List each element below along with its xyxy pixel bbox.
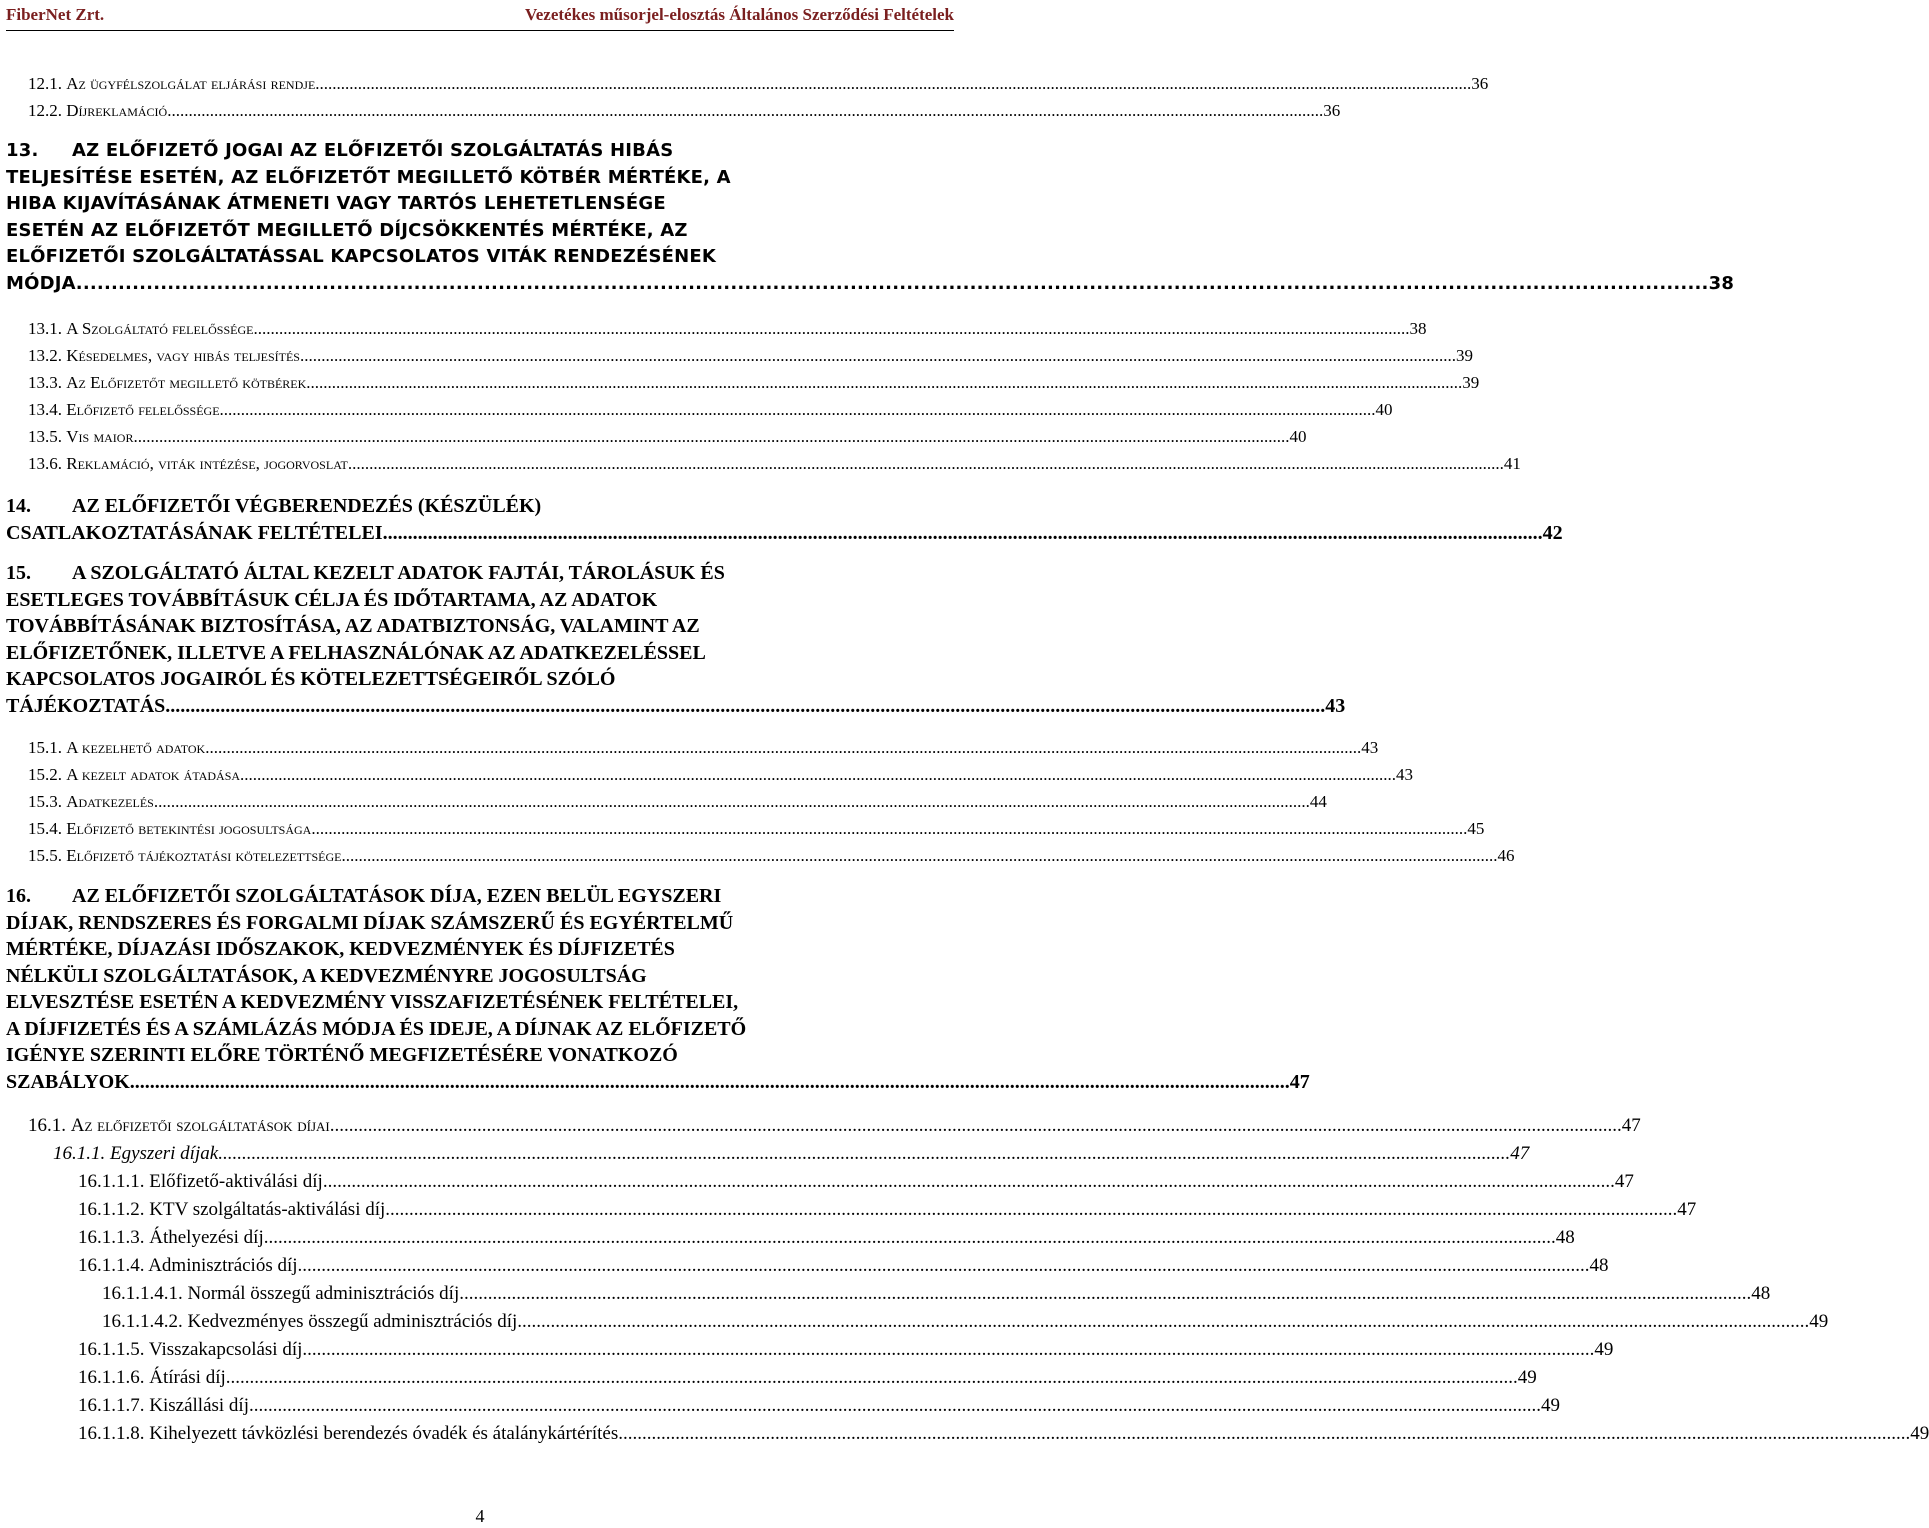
dot-leader	[253, 319, 1409, 339]
toc-entry-number: 16.1.1.4.2.	[102, 1311, 183, 1332]
dot-leader	[205, 738, 1361, 758]
company-name: FiberNet Zrt.	[6, 5, 105, 24]
toc-entry-number: 13.6.	[28, 454, 62, 473]
toc-entry-label: Adatkezelés	[66, 792, 154, 811]
toc-entry-page: 49	[1809, 1311, 1829, 1332]
toc-entry-number: 13.3.	[28, 373, 62, 392]
toc-entry-number: 15.5.	[28, 846, 62, 865]
toc-entry-number: 16.1.1.7.	[78, 1395, 145, 1416]
toc-entry-number: 16.1.1.4.	[78, 1255, 145, 1276]
toc-entry-number: 16.1.1.	[53, 1143, 106, 1164]
toc-entry-label: Visszakapcsolási díj	[148, 1339, 303, 1360]
toc-entry-number: 16.1.1.4.1.	[102, 1283, 183, 1304]
toc-entry-number: 15.1.	[28, 738, 62, 757]
toc-entry-15-4[interactable]	[28, 819, 1485, 839]
toc-section-line: MÓDJA	[6, 272, 76, 294]
toc-section-line: AZ ELŐFIZETŐI SZOLGÁLTATÁSOK DÍJA, EZEN BELÜL EGYSZERI	[72, 885, 722, 907]
dot-leader	[311, 819, 1467, 839]
toc-entry-page: 40	[1375, 400, 1393, 419]
toc-entry-13-2[interactable]	[28, 346, 1473, 366]
toc-section-number: 15.	[6, 562, 31, 584]
toc-section-14[interactable]	[6, 493, 1563, 546]
toc-section-line: NÉLKÜLI SZOLGÁLTATÁSOK, A KEDVEZMÉNYRE JOGOSULTSÁG	[6, 964, 647, 987]
dot-leader	[226, 1367, 1518, 1389]
toc-entry-label: A kezelt adatok átadása	[66, 765, 241, 784]
toc-entry-label: Kedvezményes összegű adminisztrációs díj	[187, 1311, 518, 1332]
toc-entry-16-1-1-6[interactable]	[78, 1367, 1537, 1389]
toc-section-line: CSATLAKOZTATÁSÁNAK FELTÉTELEI	[6, 521, 383, 544]
toc-entry-page: 47	[1614, 1171, 1634, 1192]
toc-entry-number: 16.1.1.8.	[78, 1423, 145, 1444]
toc-entry-page: 43	[1396, 765, 1414, 784]
toc-entry-number: 13.4.	[28, 400, 62, 419]
dot-leader	[76, 271, 1709, 298]
dot-leader	[218, 1143, 1510, 1165]
dot-leader	[133, 427, 1289, 447]
toc-entry-15-1[interactable]	[28, 738, 1379, 758]
toc-entry-page: 49	[1910, 1423, 1929, 1444]
toc-entry-label: Az ügyfélszolgálat eljárási rendje	[66, 74, 316, 93]
toc-entry-number: 13.5.	[28, 427, 62, 446]
toc-entry-number: 13.2.	[28, 346, 62, 365]
toc-entry-page: 36	[1471, 74, 1489, 93]
toc-entry-label: Kihelyezett távközlési berendezés óvadék és átalánykártérítés	[149, 1423, 619, 1444]
toc-entry-15-5[interactable]	[28, 846, 1515, 866]
toc-entry-number: 15.3.	[28, 792, 62, 811]
toc-entry-number: 15.2.	[28, 765, 62, 784]
toc-section-line: MÉRTÉKE, DÍJAZÁSI IDŐSZAKOK, KEDVEZMÉNYEK ÉS DÍJFIZETÉS	[6, 938, 675, 960]
dot-leader	[300, 346, 1456, 366]
toc-section-line: KAPCSOLATOS JOGAIRÓL ÉS KÖTELEZETTSÉGEIRŐL SZÓLÓ	[6, 668, 616, 690]
toc-entry-16-1-1[interactable]	[53, 1143, 1530, 1165]
toc-entry-page: 49	[1517, 1367, 1537, 1388]
dot-leader	[298, 1255, 1590, 1277]
toc-section-line: A DÍJFIZETÉS ÉS A SZÁMLÁZÁS MÓDJA ÉS IDEJE, A DÍJNAK AZ ELŐFIZETŐ	[6, 1017, 747, 1040]
page-header	[6, 2, 954, 31]
toc-section-line: HIBA KIJAVÍTÁSÁNAK ÁTMENETI VAGY TARTÓS LEHETETLENSÉGE	[6, 193, 666, 214]
toc-entry-label: Kiszállási díj	[149, 1395, 249, 1416]
toc-section-line: ELŐFIZETŐI SZOLGÁLTATÁSSAL KAPCSOLATOS VITÁK RENDEZÉSÉNEK	[6, 246, 717, 267]
dot-leader	[220, 400, 1376, 420]
toc-section-page: 42	[1542, 521, 1563, 544]
toc-entry-13-4[interactable]	[28, 400, 1393, 420]
dot-leader	[130, 1069, 1290, 1096]
toc-entry-page: 48	[1589, 1255, 1609, 1276]
toc-entry-16-1[interactable]	[28, 1115, 1641, 1137]
toc-entry-label: Reklamáció, viták intézése, jogorvoslat	[66, 454, 348, 473]
toc-section-number: 13.	[6, 140, 39, 161]
toc-entry-13-6[interactable]	[28, 454, 1521, 474]
dot-leader	[165, 693, 1325, 720]
toc-entry-page: 47	[1621, 1115, 1641, 1136]
dot-leader	[167, 101, 1323, 121]
toc-entry-label: Díjreklamáció	[66, 101, 168, 120]
toc-section-line: TÁJÉKOZTATÁS	[6, 694, 166, 717]
toc-entry-label: Az előfizetői szolgáltatások díjai	[70, 1115, 330, 1136]
toc-entry-16-1-1-7[interactable]	[78, 1395, 1560, 1417]
dot-leader	[315, 74, 1471, 94]
toc-entry-page: 49	[1540, 1395, 1560, 1416]
toc-entry-page: 44	[1309, 792, 1327, 811]
toc-entry-number: 16.1.1.5.	[78, 1339, 145, 1360]
toc-entry-label: Normál összegű adminisztrációs díj	[187, 1283, 460, 1304]
toc-entry-number: 12.1.	[28, 74, 62, 93]
toc-entry-page: 41	[1503, 454, 1521, 473]
toc-section-line: TOVÁBBÍTÁSÁNAK BIZTOSÍTÁSA, AZ ADATBIZTONSÁG, VALAMINT AZ	[6, 615, 700, 637]
dot-leader	[341, 846, 1497, 866]
toc-entry-label: A kezelhető adatok	[66, 738, 206, 757]
toc-entry-number: 16.1.1.6.	[78, 1367, 145, 1388]
toc-section-15[interactable]	[6, 560, 1346, 719]
toc-entry-label: Késedelmes, vagy hibás teljesítés	[66, 346, 300, 365]
toc-entry-number: 12.2.	[28, 101, 62, 120]
dot-leader	[306, 373, 1462, 393]
toc-entry-page: 45	[1467, 819, 1485, 838]
toc-entry-label: Előfizető tájékoztatási kötelezettsége	[66, 846, 342, 865]
document-title: Vezetékes műsorjel-elosztás Általános Szerződési Feltételek	[525, 5, 954, 24]
toc-section-line: DÍJAK, RENDSZERES ÉS FORGALMI DÍJAK SZÁMSZERŰ ÉS EGYÉRTELMŰ	[6, 911, 734, 934]
toc-entry-label: Átírási díj	[149, 1367, 226, 1388]
toc-entry-number: 16.1.	[28, 1115, 66, 1136]
dot-leader	[264, 1227, 1556, 1249]
toc-section-page: 47	[1289, 1070, 1310, 1093]
toc-entry-label: Az Előfizetőt megillető kötbérek	[66, 373, 307, 392]
dot-leader	[249, 1395, 1541, 1417]
dot-leader	[330, 1115, 1622, 1137]
toc-section-16[interactable]	[6, 883, 1310, 1095]
toc-entry-15-3[interactable]	[28, 792, 1327, 812]
toc-entry-label: Vis maior	[66, 427, 134, 446]
toc-section-line: A SZOLGÁLTATÓ ÁLTAL KEZELT ADATOK FAJTÁI, TÁROLÁSUK ÉS	[72, 562, 725, 584]
toc-section-line: AZ ELŐFIZETŐ JOGAI AZ ELŐFIZETŐI SZOLGÁLTATÁS HIBÁS	[72, 140, 674, 161]
toc-entry-13-3[interactable]	[28, 373, 1480, 393]
toc-entry-page: 39	[1455, 346, 1473, 365]
toc-section-line: ELŐFIZETŐNEK, ILLETVE A FELHASZNÁLÓNAK AZ ADATKEZELÉSSEL	[6, 641, 706, 664]
toc-entry-page: 47	[1510, 1143, 1530, 1164]
toc-entry-16-1-1-8[interactable]	[78, 1423, 1929, 1445]
dot-leader	[517, 1311, 1809, 1333]
dot-leader	[385, 1199, 1677, 1221]
dot-leader	[348, 454, 1504, 474]
toc-section-line: TELJESÍTÉSE ESETÉN, AZ ELŐFIZETŐT MEGILLETŐ KÖTBÉR MÉRTÉKE, A	[6, 166, 731, 188]
dot-leader	[323, 1171, 1615, 1193]
dot-leader	[154, 792, 1310, 812]
toc-section-line: IGÉNYE SZERINTI ELŐRE TÖRTÉNŐ MEGFIZETÉSÉRE VONATKOZÓ	[6, 1044, 678, 1066]
toc-entry-16-1-1-2[interactable]	[78, 1199, 1697, 1221]
toc-section-line: SZABÁLYOK	[6, 1070, 130, 1093]
toc-entry-page: 49	[1594, 1339, 1614, 1360]
toc-entry-page: 47	[1677, 1199, 1697, 1220]
dot-leader	[618, 1423, 1910, 1445]
toc-entry-number: 15.4.	[28, 819, 62, 838]
toc-entry-number: 13.1.	[28, 319, 62, 338]
toc-entry-page: 48	[1555, 1227, 1575, 1248]
toc-entry-label: Előfizető-aktiválási díj	[149, 1171, 323, 1192]
toc-section-number: 16.	[6, 885, 31, 907]
page-number: 4	[475, 1506, 485, 1526]
toc-entry-page: 40	[1289, 427, 1307, 446]
toc-entry-16-1-1-4-2[interactable]	[102, 1311, 1829, 1333]
toc-entry-number: 16.1.1.3.	[78, 1227, 145, 1248]
toc-entry-label: Áthelyezési díj	[149, 1227, 264, 1248]
dot-leader	[383, 520, 1543, 547]
toc-entry-16-1-1-3[interactable]	[78, 1227, 1575, 1249]
toc-entry-13-5[interactable]	[28, 427, 1307, 447]
toc-entry-page: 38	[1409, 319, 1427, 338]
toc-entry-page: 36	[1323, 101, 1341, 120]
toc-section-line: ELVESZTÉSE ESETÉN A KEDVEZMÉNY VISSZAFIZETÉSÉNEK FELTÉTELEI,	[6, 991, 739, 1013]
toc-entry-16-1-1-5[interactable]	[78, 1339, 1614, 1361]
toc-entry-number: 16.1.1.1.	[78, 1171, 145, 1192]
toc-entry-16-1-1-4-1[interactable]	[102, 1283, 1771, 1305]
toc-entry-16-1-1-1[interactable]	[78, 1171, 1634, 1193]
toc-entry-label: Előfizető felelőssége	[66, 400, 220, 419]
toc-entry-label: A Szolgáltató felelőssége	[66, 319, 254, 338]
toc-entry-label: Adminisztrációs díj	[148, 1255, 298, 1276]
toc-entry-page: 46	[1497, 846, 1515, 865]
toc-entry-page: 39	[1462, 373, 1480, 392]
toc-section-line: AZ ELŐFIZETŐI VÉGBERENDEZÉS (KÉSZÜLÉK)	[72, 495, 542, 517]
toc-entry-12-1[interactable]	[28, 74, 1489, 94]
toc-entry-label: Egyszeri díjak	[110, 1143, 219, 1164]
dot-leader	[240, 765, 1396, 785]
toc-entry-13-1[interactable]	[28, 319, 1427, 339]
toc-section-line: ESETLEGES TOVÁBBÍTÁSUK CÉLJA ÉS IDŐTARTAMA, AZ ADATOK	[6, 588, 658, 611]
dot-leader	[302, 1339, 1594, 1361]
toc-entry-12-2[interactable]	[28, 101, 1341, 121]
toc-section-line: ESETÉN AZ ELŐFIZETŐT MEGILLETŐ DÍJCSÖKKENTÉS MÉRTÉKE, AZ	[6, 219, 688, 241]
toc-entry-16-1-1-4[interactable]	[78, 1255, 1609, 1277]
toc-entry-page: 48	[1751, 1283, 1771, 1304]
toc-section-page: 43	[1325, 694, 1346, 717]
toc-section-page: 38	[1708, 272, 1735, 294]
toc-entry-label: KTV szolgáltatás-aktiválási díj	[149, 1199, 386, 1220]
toc-entry-15-2[interactable]	[28, 765, 1414, 785]
toc-entry-page: 43	[1361, 738, 1379, 757]
toc-section-number: 14.	[6, 495, 31, 517]
toc-entry-label: Előfizető betekintési jogosultsága	[66, 819, 312, 838]
toc-entry-number: 16.1.1.2.	[78, 1199, 145, 1220]
toc-section-13[interactable]	[6, 138, 1735, 297]
dot-leader	[459, 1283, 1751, 1305]
